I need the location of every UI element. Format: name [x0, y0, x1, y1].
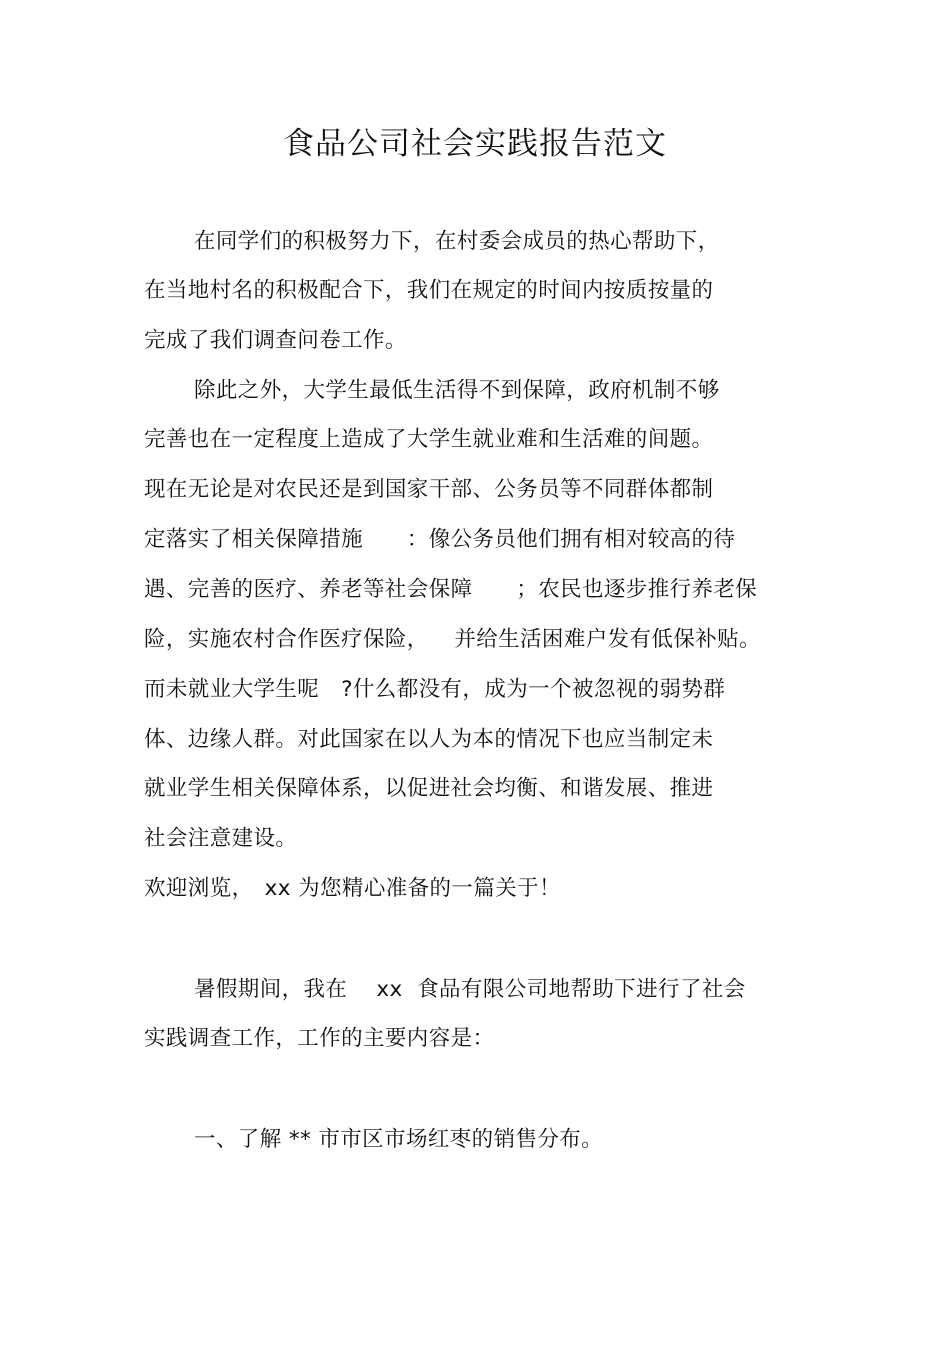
paragraph-line: 就业学生相关保障体系，以促进社会均衡、和谐发展、推进	[144, 776, 714, 801]
paragraph-line: 社会注意建设。	[144, 826, 298, 851]
paragraph-line: 在同学们的积极努力下，在村委会成员的热心帮助下，	[194, 229, 720, 254]
paragraph-line: 完成了我们调查问卷工作。	[144, 328, 407, 353]
paragraph-line: 现在无论是对农民还是到国家干部、公务员等不同群体都制	[144, 477, 714, 502]
paragraph-line: 一、了解 ** 市市区市场红枣的销售分布。	[194, 1127, 604, 1152]
paragraph-line: 暑假期间，我在 xx 食品有限公司地帮助下进行了社会	[194, 977, 746, 1002]
paragraph-line: 欢迎浏览， xx 为您精心准备的一篇关于！	[144, 876, 561, 901]
paragraph-line: 遇、完善的医疗、养老等社会保障 ；农民也逐步推行养老保	[144, 577, 758, 602]
paragraph-line: 定落实了相关保障措施 ：像公务员他们拥有相对较高的待	[144, 527, 736, 552]
paragraph-line: 实践调查工作，工作的主要内容是：	[144, 1026, 495, 1051]
paragraph-line: 在当地村名的积极配合下，我们在规定的时间内按质按量的	[144, 278, 714, 303]
document-title: 食品公司社会实践报告范文	[283, 126, 667, 162]
paragraph-line: 除此之外，大学生最低生活得不到保障，政府机制不够	[194, 378, 720, 403]
paragraph-line: 完善也在一定程度上造成了大学生就业难和生活难的间题。	[144, 427, 714, 452]
paragraph-line: 而未就业大学生呢 ?什么都没有，成为一个被忽视的弱势群	[144, 677, 726, 702]
paragraph-line: 险，实施农村合作医疗保险， 并给生活困难户发有低保补贴。	[144, 627, 761, 652]
paragraph-line: 体、边缘人群。对此国家在以人为本的情况下也应当制定未	[144, 727, 714, 752]
